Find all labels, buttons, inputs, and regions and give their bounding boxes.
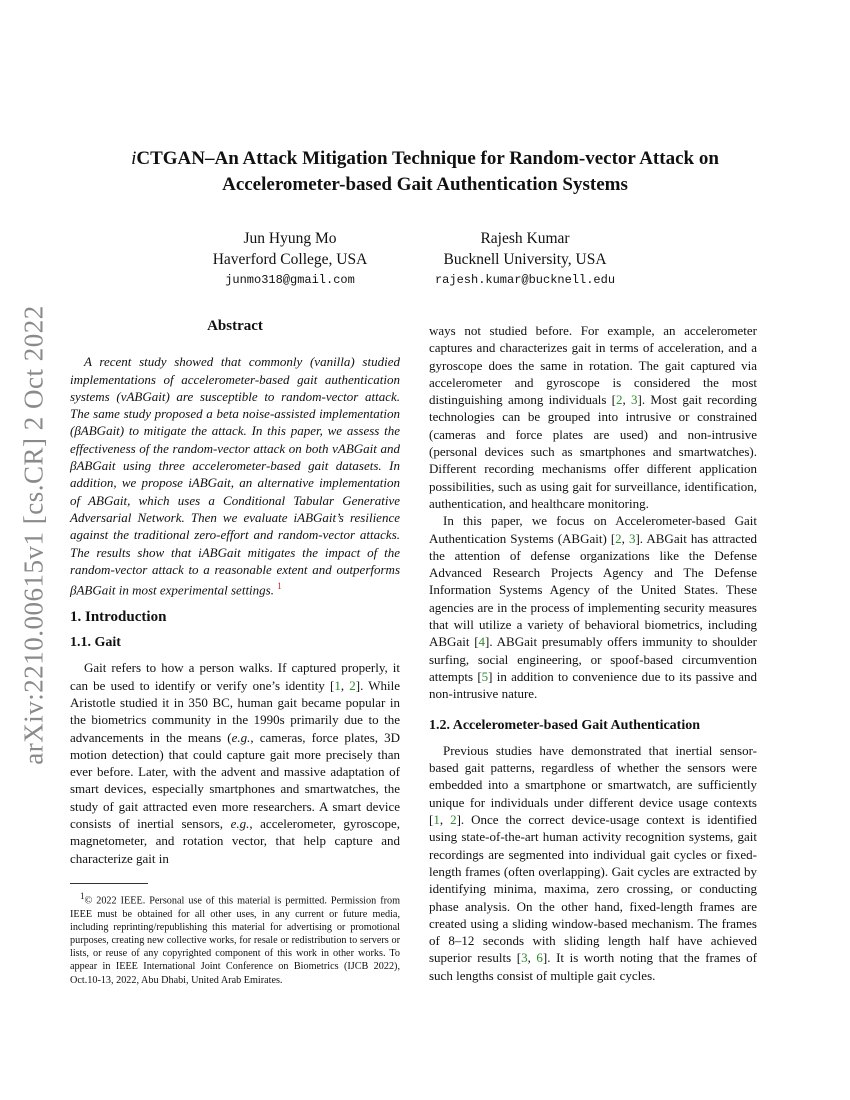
footnote-text: © 2022 IEEE. Personal use of this material is permitted. Permission from IEEE must be obtained for all other uses, in any current or future media, including reprinting/republishing this material for advertising or promotional purposes, creating new collective works, for resale or redistribution to servers or lists, or reuse of any copyrighted component of this work in other works. To appear in IEEE International Joint Conference on Biometrics (IJCB 2022), Oct.10-13, 2022, Abu Dhabi, United Arab Emirates.	[70, 895, 400, 986]
citation-link[interactable]: 3	[521, 950, 528, 966]
left-column	[70, 318, 400, 987]
text-run: In this paper, we focus on Accelerometer-based Gait Authentication Systems (ABGait) [	[429, 513, 757, 546]
text-run: ]. Most gait recording technologies can be grouped into intrusive or constrained (cameras and force plates are used) and non-intrusive (personal devices such as smartphones and smartwatches). Different recording mechanisms offer different application possibilities, such as using gait for surveillance, identification, authentication, and healthcare monitoring.	[429, 392, 757, 511]
title-line1: CTGAN–An Attack Mitigation Technique for Random-vector Attack on	[136, 148, 719, 169]
author-email[interactable]: junmo318@gmail.com	[225, 273, 355, 287]
paragraph-continuation	[429, 322, 757, 512]
citation-link[interactable]: 2	[349, 677, 356, 693]
author-affiliation: Haverford College, USA	[212, 251, 368, 268]
author-block-1	[180, 228, 400, 290]
author-block-2	[415, 228, 635, 290]
footnote-divider	[70, 883, 148, 884]
text-run: ] in addition to convenience due to its passive and non-intrusive nature.	[429, 668, 757, 702]
author-affiliation: Bucknell University, USA	[443, 251, 607, 268]
text-run: ]. ABGait has attracted the attention of defense organizations like the Defense Advanced Research Projects Agency and The Defense Information Systems Agency of the United States. These agencies are in the process of implementing security measures that will utilize a variety of behavioral biometrics, including ABGait [	[429, 530, 757, 650]
text-run: ways not studied before. For example, an accelerometer captures and characterizes gait in terms of acceleration, and a gyroscope does the same in rotation. The gait captured via accelerometer and gyroscope is considered the most distinguishing among individuals [	[429, 323, 757, 408]
citation-link[interactable]: 4	[478, 634, 486, 650]
citation-link[interactable]: 6	[536, 950, 543, 966]
text-run-italic: e.g.	[230, 816, 250, 832]
citation-link[interactable]: 5	[481, 668, 489, 684]
text-run: ,	[340, 677, 350, 693]
text-run: ]. While Aristotle studied it in 350 BC, human gait became popular in the biometrics community in the 1990s primarily due to the advancements in the means (	[70, 677, 401, 745]
text-run: ]. It is worth noting that the frames of such lengths consist of multiple gait cycles.	[429, 950, 758, 983]
text-run: ,	[622, 392, 632, 408]
text-run: Gait refers to how a person walks. If captured properly, it can be used to identify or verify one’s identity [	[70, 660, 400, 693]
text-run: ]. ABGait presumably offers immunity to shoulder surfing, social engineering, or spoof-based circumvention attempts [	[429, 634, 757, 684]
arxiv-id: arXiv:2210.00615v1 [cs.CR] 2 Oct 2022	[18, 305, 49, 765]
citation-link[interactable]: 3	[628, 530, 636, 546]
text-run: , accelerometer, gyroscope, magnetometer, and rotation vector, that help capture and characterize gait in	[70, 816, 400, 866]
right-column	[429, 322, 757, 984]
text-run: Previous studies have demonstrated that inertial sensor-based gait patterns, regardless of whether the sensors were embedded into a smartphone or smartwatch, are sufficiently unique for individuals under different device usage contexts [	[429, 742, 757, 828]
citation-link[interactable]: 1	[334, 677, 341, 693]
author-name: Rajesh Kumar	[480, 230, 570, 247]
subsection-heading-gait: 1.1. Gait	[70, 635, 121, 651]
abstract-heading: Abstract	[207, 318, 263, 334]
abstract-body: A recent study showed that commonly (vanilla) studied implementations of accelerometer-based gait authentication systems (vABGait) are susceptible to random-vector attack. The same study proposed a beta noise-assisted implementation (βABGait) to mitigate the attack. In this paper, we assess the effectiveness of the random-vector attack on both vABGait and βABGait using three accelerometer-based gait datasets. In addition, we propose iABGait, an alternative implementation of ABGait, which uses a Conditional Tabular Generative Adversarial Network. Then we evaluate iABGait’s resilience against the traditional zero-effort and random-vector attacks. The results show that iABGait mitigates the impact of the random-vector attack to a reasonable extent and outperforms βABGait in most experimental settings.	[70, 354, 400, 598]
citation-link[interactable]: 2	[616, 392, 623, 408]
abstract-footnote-mark[interactable]: 1	[277, 581, 282, 592]
citation-link[interactable]: 2	[450, 812, 457, 828]
author-name: Jun Hyung Mo	[243, 230, 337, 247]
arxiv-stamp	[14, 300, 54, 770]
title-prefix: i	[131, 148, 137, 169]
citation-link[interactable]: 3	[631, 392, 638, 408]
text-run-italic: e.g.	[231, 729, 251, 745]
section-heading-introduction: 1. Introduction	[70, 608, 167, 625]
subsection-heading-abgait: 1.2. Accelerometer-based Gait Authentication	[429, 717, 701, 733]
footnote	[70, 890, 400, 987]
footnote-mark: 1	[80, 890, 85, 901]
paragraph-gait	[70, 659, 400, 867]
text-run: , cameras, force plates, 3D motion detection) that could capture gait more precisely than ever before. Later, with the advent and massive adaptation of smart devices, especially smartphones and smartwatches, the study of gait attracted even more researchers. A smart device consists of inertial sensors,	[70, 729, 400, 832]
citation-link[interactable]: 2	[615, 530, 622, 546]
author-email[interactable]: rajesh.kumar@bucknell.edu	[434, 273, 616, 287]
paper-title	[80, 146, 770, 198]
text-run: ,	[439, 812, 451, 828]
text-run: ,	[527, 950, 537, 966]
text-run: ]. Once the correct device-usage context is identified using state-of-the-art human activity recognition systems, gait recordings are segmented into individual gait cycles or fixed-length frames (often overlapping). Gait cycles are extracted by identifying minima, maxima, zero crossing, or conducting phase analysis. On the other hand, fixed-length frames are created using a sliding window-based mechanism. The frames of 8–12 seconds with sliding length half have achieved superior results [	[429, 812, 757, 966]
text-run: ,	[621, 530, 629, 546]
paragraph-previous-studies	[429, 742, 757, 984]
title-line2: Accelerometer-based Gait Authentication Systems	[222, 174, 628, 195]
paragraph-focus	[429, 512, 757, 702]
citation-link[interactable]: 1	[433, 812, 440, 828]
abstract-text	[70, 353, 400, 598]
